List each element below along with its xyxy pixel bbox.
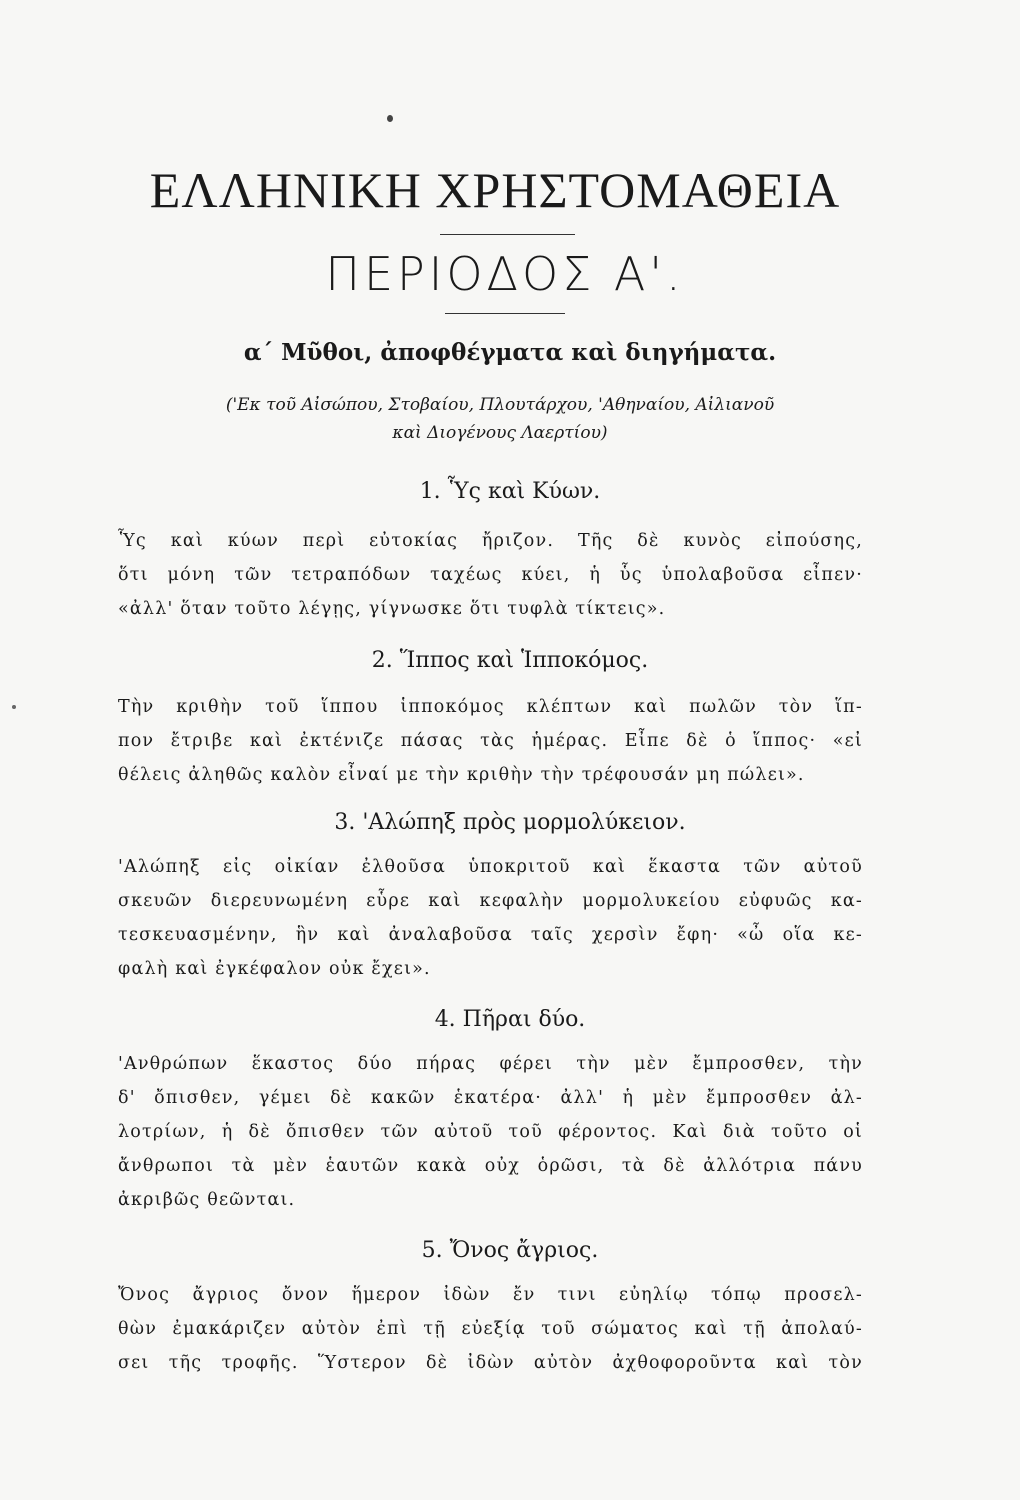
text-line: Ὄνος ἄγριος ὄνον ἥμερον ἰδὼν ἔν τινι εὐηλίῳ τόπῳ προσελ- bbox=[118, 1285, 863, 1305]
text-line: ἄνθρωποι τὰ μὲν ἑαυτῶν κακὰ οὐχ ὁρῶσι, τὰ δὲ ἀλλότρια πάνυ bbox=[118, 1156, 863, 1176]
section-title: α΄ Μῦθοι, ἀποφθέγματα καὶ διηγήματα. bbox=[243, 339, 777, 366]
fable-heading: 4. Πῆραι δύο. bbox=[434, 1007, 586, 1032]
fable-heading: 5. Ὄνος ἄγριος. bbox=[421, 1238, 599, 1263]
text-line: 'Ανθρώπων ἕκαστος δύο πήρας φέρει τὴν μὲν ἔμπροσθεν, τὴν bbox=[118, 1054, 863, 1074]
text-line: πον ἔτριβε καὶ ἐκτένιζε πάσας τὰς ἡμέρας. Εἶπε δὲ ὁ ἵππος· «εἰ bbox=[118, 731, 863, 751]
text-line: λοτρίων, ἡ δὲ ὄπισθεν τῶν αὐτοῦ τοῦ φέροντος. Καὶ διὰ τοῦτο οἱ bbox=[118, 1122, 863, 1142]
ink-speck bbox=[387, 115, 393, 122]
text-line: δ' ὄπισθεν, γέμει δὲ κακῶν ἑκατέρα· ἀλλ' ἡ μὲν ἔμπροσθεν ἀλ- bbox=[118, 1088, 863, 1108]
text-line: σει τῆς τροφῆς. Ὕστερον δὲ ἰδὼν αὐτὸν ἀχθοφοροῦντα καὶ τὸν bbox=[118, 1353, 863, 1373]
text-line: ὅτι μόνη τῶν τετραπόδων ταχέως κύει, ἡ ὗς ὑπολαβοῦσα εἶπεν· bbox=[118, 565, 863, 585]
book-title: ΕΛΛΗΝΙΚΗ ΧΡΗΣΤΟΜΑΘΕΙΑ bbox=[149, 162, 841, 218]
fable-text bbox=[118, 1047, 863, 1217]
divider bbox=[440, 234, 575, 235]
text-line: «ἀλλ' ὅταν τοῦτο λέγῃς, γίγνωσκε ὅτι τυφλὰ τίκτεις». bbox=[118, 599, 666, 619]
fable-heading: 1. Ὗς καὶ Κύων. bbox=[419, 479, 601, 504]
text-line: 'Αλώπηξ εἰς οἰκίαν ἐλθοῦσα ὑποκριτοῦ καὶ ἕκαστα τῶν αὐτοῦ bbox=[118, 857, 863, 877]
fable-heading: 3. 'Αλώπηξ πρὸς μορμολύκειον. bbox=[334, 810, 686, 835]
ink-speck bbox=[12, 705, 16, 709]
fable-text bbox=[118, 524, 863, 626]
sources-line: ('Εκ τοῦ Αἰσώπου, Στοβαίου, Πλουτάρχου, 'Αθηναίου, Αἰλιανοῦ bbox=[225, 395, 775, 415]
period-title: ΠΕΡΙΟΔΟΣ Α'. bbox=[325, 247, 685, 301]
text-line: θὼν ἐμακάριζεν αὐτὸν ἐπὶ τῇ εὐεξίᾳ τοῦ σώματος καὶ τῇ ἀπολαύ- bbox=[118, 1319, 863, 1339]
divider bbox=[445, 313, 565, 314]
text-line: ἀκριβῶς θεῶνται. bbox=[118, 1190, 296, 1210]
text-line: Τὴν κριθὴν τοῦ ἵππου ἱπποκόμος κλέπτων καὶ πωλῶν τὸν ἵπ- bbox=[118, 697, 863, 717]
text-line: Ὗς καὶ κύων περὶ εὐτοκίας ἤριζον. Τῆς δὲ κυνὸς εἰπούσης, bbox=[118, 531, 863, 551]
text-line: θέλεις ἀληθῶς καλὸν εἶναί με τὴν κριθὴν τὴν τρέφουσάν μη πώλει». bbox=[118, 765, 805, 785]
fable-text bbox=[118, 690, 863, 792]
fable-text bbox=[118, 1278, 863, 1380]
text-line: τεσκευασμένην, ἣν καὶ ἀναλαβοῦσα ταῖς χερσὶν ἔφη· «ὦ οἵα κε- bbox=[118, 925, 863, 945]
text-line: φαλὴ καὶ ἐγκέφαλον οὐκ ἔχει». bbox=[118, 959, 431, 979]
fable-text bbox=[118, 850, 863, 986]
text-line: σκευῶν διερευνωμένη εὗρε καὶ κεφαλὴν μορμολυκείου εὐφυῶς κα- bbox=[118, 891, 863, 911]
sources-note bbox=[160, 391, 840, 447]
sources-line: καὶ Διογένους Λαερτίου) bbox=[392, 423, 608, 443]
fable-heading: 2. Ἵππος καὶ Ἱπποκόμος. bbox=[371, 648, 649, 673]
